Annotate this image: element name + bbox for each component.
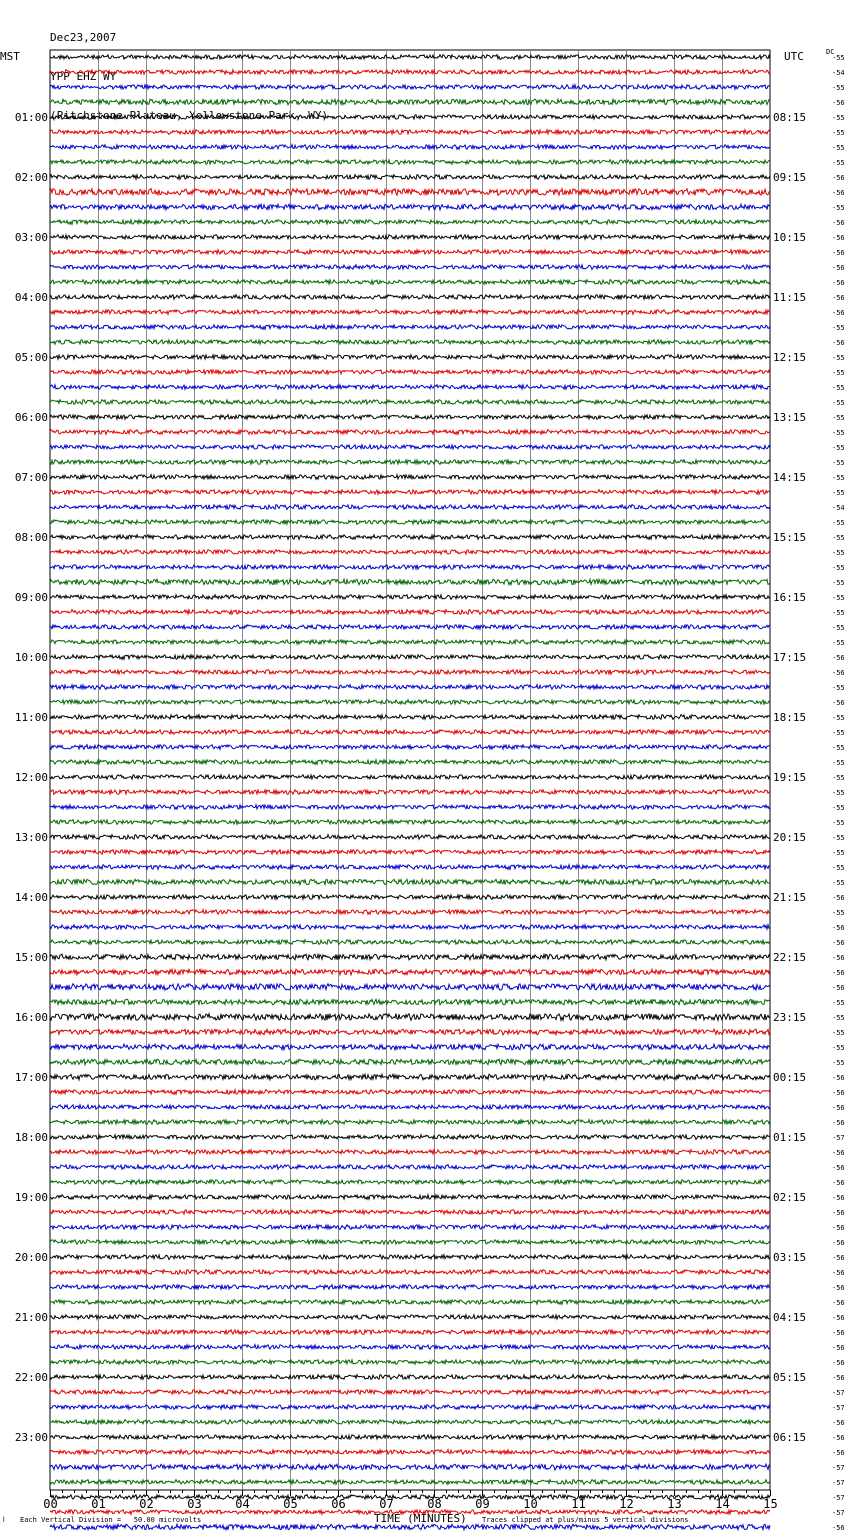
utc-hour-label: 14:15: [773, 471, 807, 484]
dc-offset-label: -57: [832, 1509, 845, 1517]
dc-offset-label: -56: [832, 1269, 845, 1277]
dc-offset-label: -55: [832, 999, 845, 1007]
mst-hour-label: 09:00: [14, 591, 48, 604]
mst-hour-label: 19:00: [14, 1191, 48, 1204]
location-label: (Pitchstone Plateau, Yellowstone Park, WY): [50, 109, 329, 122]
dc-offset-label: -55: [832, 489, 845, 497]
seismic-trace: [50, 280, 770, 285]
dc-offset-label: -56: [832, 1449, 845, 1457]
dc-offset-label: -55: [832, 774, 845, 782]
seismic-trace: [50, 999, 770, 1005]
dc-offset-label: -55: [832, 384, 845, 392]
seismic-trace: [50, 670, 770, 675]
seismic-trace: [50, 1480, 770, 1485]
seismic-trace: [50, 1285, 770, 1290]
dc-offset-label: -56: [832, 1314, 845, 1322]
seismic-trace: [50, 879, 770, 884]
seismic-trace: [50, 820, 770, 825]
mst-hour-label: 01:00: [14, 111, 48, 124]
x-tick-label: 08: [427, 1497, 442, 1511]
dc-offset-label: -56: [832, 1359, 845, 1367]
dc-offset-label: -56: [832, 1344, 845, 1352]
utc-hour-label: 09:15: [773, 171, 807, 184]
seismic-trace: [50, 550, 770, 554]
dc-offset-label: -55: [832, 549, 845, 557]
dc-offset-label: -55: [832, 744, 845, 752]
seismic-trace: [50, 1105, 770, 1110]
utc-hour-label: 20:15: [773, 831, 807, 844]
dc-offset-label: -56: [832, 1419, 845, 1427]
seismic-trace: [50, 70, 770, 75]
seismic-trace: [50, 340, 770, 345]
dc-offset-label: -55: [832, 399, 845, 407]
seismic-trace: [50, 565, 770, 570]
mst-hour-label: 17:00: [14, 1071, 48, 1084]
seismic-trace: [50, 99, 770, 105]
mst-hour-label: 13:00: [14, 831, 48, 844]
seismic-traces: [50, 55, 770, 1534]
seismic-trace: [50, 1315, 770, 1320]
seismic-trace: [50, 1120, 770, 1125]
dc-offset-label: -56: [832, 924, 845, 932]
dc-offset-label: -56: [832, 1074, 845, 1082]
seismic-trace: [50, 1225, 770, 1230]
seismic-trace: [50, 745, 770, 750]
x-tick-label: 13: [667, 1497, 682, 1511]
seismic-trace: [50, 1375, 770, 1380]
dc-offset-label: -56: [832, 1284, 845, 1292]
clip-note: Traces clipped at plus/minus 5 vertical divisions: [482, 1516, 689, 1524]
dc-offset-label: -54: [832, 69, 845, 77]
seismic-trace: [50, 940, 770, 945]
x-tick-label: 00: [43, 1497, 58, 1511]
date-label: Dec23,2007: [50, 31, 117, 44]
seismic-trace: [50, 55, 770, 60]
seismic-trace: [50, 1345, 770, 1350]
dc-offset-label: -57: [832, 1464, 845, 1472]
utc-hour-label: 13:15: [773, 411, 807, 424]
x-tick-label: 14: [715, 1497, 730, 1511]
seismic-trace: [50, 685, 770, 690]
dc-offset-label: -55: [832, 1029, 845, 1037]
right-timezone-label: UTC: [784, 50, 804, 63]
mst-hour-label: 20:00: [14, 1251, 48, 1264]
seismic-trace: [50, 730, 770, 735]
seismic-trace: [50, 445, 770, 450]
left-timezone-label: MST: [0, 50, 20, 63]
seismic-trace: [50, 910, 770, 915]
seismic-trace: [50, 400, 770, 405]
utc-hour-label: 03:15: [773, 1251, 807, 1264]
mst-hour-label: 21:00: [14, 1311, 48, 1324]
dc-offset-label: -56: [832, 1194, 845, 1202]
seismic-trace: [50, 355, 770, 360]
dc-offset-label: -55: [832, 609, 845, 617]
seismic-trace: [50, 1435, 770, 1440]
dc-offset-label: -56: [832, 219, 845, 227]
utc-hour-label: 10:15: [773, 231, 807, 244]
x-tick-label: 02: [139, 1497, 154, 1511]
seismic-trace: [50, 1210, 770, 1215]
scale-note: Each Vertical Division = 50.00 microvolts: [20, 1516, 202, 1524]
utc-hour-label: 08:15: [773, 111, 807, 124]
utc-hour-label: 06:15: [773, 1431, 807, 1444]
dc-offset-labels: [832, 54, 845, 1534]
seismic-trace: [50, 115, 770, 120]
dc-offset-label: -55: [832, 519, 845, 527]
dc-offset-label: -56: [832, 249, 845, 257]
seismic-trace: [50, 715, 770, 720]
seismic-trace: [50, 850, 770, 855]
dc-offset-label: -56: [832, 309, 845, 317]
dc-offset-label: -55: [832, 879, 845, 887]
dc-offset-label: -56: [832, 1224, 845, 1232]
dc-offset-label: -55: [832, 324, 845, 332]
mst-hour-label: 07:00: [14, 471, 48, 484]
x-tick-label: 12: [619, 1497, 634, 1511]
dc-offset-label: -56: [832, 189, 845, 197]
utc-hour-label: 11:15: [773, 291, 807, 304]
dc-offset-label: -56: [832, 99, 845, 107]
seismic-trace: [50, 640, 770, 645]
dc-offset-label: -56: [832, 1179, 845, 1187]
dc-offset-label: -55: [832, 459, 845, 467]
dc-offset-label: -57: [832, 1134, 845, 1142]
dc-offset-label: -56: [832, 174, 845, 182]
seismic-trace: [50, 969, 770, 975]
seismic-trace: [50, 235, 770, 240]
seismic-trace: [50, 760, 770, 765]
dc-offset-label: -55: [832, 474, 845, 482]
dc-offset-label: -55: [832, 684, 845, 692]
dc-offset-label: -55: [832, 624, 845, 632]
utc-hour-label: 22:15: [773, 951, 807, 964]
mst-hour-label: 18:00: [14, 1131, 48, 1144]
seismic-trace: [50, 1059, 770, 1065]
seismic-trace: [50, 490, 770, 495]
utc-hour-label: 18:15: [773, 711, 807, 724]
seismic-trace: [50, 835, 770, 840]
dc-offset-label: -55: [832, 354, 845, 362]
seismic-trace: [50, 1074, 770, 1080]
seismic-trace: [50, 925, 770, 930]
mst-hour-label: 02:00: [14, 171, 48, 184]
seismic-trace: [50, 775, 770, 780]
mst-hour-label: 08:00: [14, 531, 48, 544]
utc-hour-label: 01:15: [773, 1131, 807, 1144]
mst-hour-label: 23:00: [14, 1431, 48, 1444]
seismic-trace: [50, 130, 770, 135]
seismic-trace: [50, 415, 770, 420]
seismic-trace: [50, 370, 770, 375]
x-tick-label: 09: [475, 1497, 490, 1511]
dc-offset-label: -56: [832, 1524, 845, 1532]
seismic-trace: [50, 1255, 770, 1260]
dc-offset-label: -55: [832, 129, 845, 137]
dc-offset-label: -55: [832, 909, 845, 917]
utc-hour-label: 23:15: [773, 1011, 807, 1024]
seismic-trace: [50, 1090, 770, 1095]
dc-offset-label: -56: [832, 1299, 845, 1307]
x-tick-label: 01: [91, 1497, 106, 1511]
dc-offset-label: -57: [832, 1494, 845, 1502]
seismic-trace: [50, 595, 770, 600]
seismic-trace: [50, 1464, 770, 1470]
seismic-trace: [50, 1044, 770, 1050]
seismic-trace: [50, 325, 770, 330]
mst-hour-label: 06:00: [14, 411, 48, 424]
seismic-trace: [50, 189, 770, 196]
utc-hour-label: 21:15: [773, 891, 807, 904]
seismic-trace: [50, 310, 770, 315]
dc-offset-label: -55: [832, 849, 845, 857]
dc-offset-label: -56: [832, 294, 845, 302]
seismic-trace: [50, 610, 770, 615]
seismic-trace: [50, 1270, 770, 1275]
dc-offset-label: -55: [832, 819, 845, 827]
x-tick-label: 11: [571, 1497, 586, 1511]
dc-offset-label: -55: [832, 369, 845, 377]
seismic-trace: [50, 1405, 770, 1410]
seismic-trace: [50, 1524, 770, 1530]
utc-hour-label: 17:15: [773, 651, 807, 664]
dc-offset-label: -55: [832, 159, 845, 167]
seismic-trace: [50, 1165, 770, 1170]
dc-offset-label: -55: [832, 414, 845, 422]
footer-mark: ⌇: [2, 1516, 6, 1524]
utc-hour-label: 00:15: [773, 1071, 807, 1084]
x-axis: [43, 1490, 777, 1511]
station-label: YPP EHZ WY: [50, 70, 117, 83]
dc-offset-label: -55: [832, 204, 845, 212]
dc-offset-label: -56: [832, 894, 845, 902]
mst-hour-label: 15:00: [14, 951, 48, 964]
seismic-trace: [50, 1135, 770, 1140]
x-tick-label: 05: [283, 1497, 298, 1511]
seismic-trace: [50, 954, 770, 960]
x-tick-label: 04: [235, 1497, 250, 1511]
dc-offset-label: -55: [832, 564, 845, 572]
seismic-trace: [50, 475, 770, 480]
seismic-trace: [50, 535, 770, 540]
seismic-trace: [50, 1390, 770, 1395]
seismic-trace: [50, 505, 770, 510]
dc-offset-label: -55: [832, 84, 845, 92]
dc-offset-label: -55: [832, 1014, 845, 1022]
dc-offset-label: -55: [832, 789, 845, 797]
x-axis-title: TIME (MINUTES): [374, 1512, 467, 1525]
dc-offset-label: -55: [832, 1059, 845, 1067]
dc-offset-label: -56: [832, 1164, 845, 1172]
dc-offset-label: -56: [832, 939, 845, 947]
dc-offset-label: -56: [832, 1329, 845, 1337]
seismic-trace: [50, 655, 770, 660]
mst-hour-label: 03:00: [14, 231, 48, 244]
utc-hour-label: 12:15: [773, 351, 807, 364]
seismic-trace: [50, 160, 770, 165]
dc-offset-label: -55: [832, 1044, 845, 1052]
seismic-trace: [50, 204, 770, 210]
dc-offset-label: -56: [832, 984, 845, 992]
dc-offset-label: -55: [832, 144, 845, 152]
dc-offset-label: -55: [832, 864, 845, 872]
dc-offset-label: -56: [832, 1374, 845, 1382]
mst-hour-label: 14:00: [14, 891, 48, 904]
seismic-trace: [50, 1150, 770, 1155]
utc-hour-label: 02:15: [773, 1191, 807, 1204]
mst-hour-label: 22:00: [14, 1371, 48, 1384]
dc-offset-label: -56: [832, 1434, 845, 1442]
seismic-trace: [50, 579, 770, 585]
seismic-trace: [50, 250, 770, 255]
seismic-trace: [50, 1300, 770, 1305]
seismic-trace: [50, 805, 770, 810]
seismic-trace: [50, 460, 770, 465]
dc-offset-label: -56: [832, 1149, 845, 1157]
seismic-trace: [50, 520, 770, 525]
dc-offset-label: -55: [832, 804, 845, 812]
dc-offset-label: -55: [832, 834, 845, 842]
seismic-trace: [50, 1450, 770, 1455]
utc-hour-label: 19:15: [773, 771, 807, 784]
dc-offset-label: -57: [832, 1389, 845, 1397]
seismic-trace: [50, 700, 770, 705]
dc-offset-label: -55: [832, 114, 845, 122]
dc-offset-label: -56: [832, 669, 845, 677]
dc-offset-label: -55: [832, 714, 845, 722]
dc-offset-label: -56: [832, 279, 845, 287]
mst-hour-labels: [15, 111, 48, 1444]
seismic-trace: [50, 1195, 770, 1200]
dc-offset-label: -56: [832, 1119, 845, 1127]
dc-offset-label: -56: [832, 654, 845, 662]
dc-offset-label: -54: [832, 504, 845, 512]
seismic-trace: [50, 175, 770, 180]
seismic-trace: [50, 1495, 770, 1500]
dc-label: DC: [826, 48, 835, 56]
dc-offset-label: -56: [832, 1209, 845, 1217]
seismic-trace: [50, 1180, 770, 1185]
seismic-trace: [50, 895, 770, 900]
dc-offset-label: -56: [832, 699, 845, 707]
dc-offset-label: -56: [832, 969, 845, 977]
x-tick-label: 03: [187, 1497, 202, 1511]
seismic-trace: [50, 1029, 770, 1035]
seismic-trace: [50, 145, 770, 150]
seismic-trace: [50, 1014, 770, 1021]
seismic-trace: [50, 984, 770, 990]
seismic-trace: [50, 1330, 770, 1335]
dc-offset-label: -57: [832, 1404, 845, 1412]
seismic-trace: [50, 790, 770, 795]
dc-offset-label: -55: [832, 729, 845, 737]
seismic-trace: [50, 430, 770, 435]
dc-offset-label: -55: [832, 444, 845, 452]
mst-hour-label: 10:00: [14, 651, 48, 664]
dc-offset-label: -55: [832, 639, 845, 647]
x-tick-label: 15: [763, 1497, 778, 1511]
dc-offset-label: -56: [832, 1254, 845, 1262]
dc-offset-label: -55: [832, 759, 845, 767]
x-tick-label: 10: [523, 1497, 538, 1511]
dc-offset-label: -56: [832, 1089, 845, 1097]
dc-offset-label: -56: [832, 1104, 845, 1112]
x-tick-label: 07: [379, 1497, 394, 1511]
utc-hour-label: 16:15: [773, 591, 807, 604]
seismic-trace: [50, 385, 770, 390]
utc-hour-label: 04:15: [773, 1311, 807, 1324]
seismic-trace: [50, 1420, 770, 1425]
dc-offset-label: -55: [832, 54, 845, 62]
mst-hour-label: 16:00: [14, 1011, 48, 1024]
utc-hour-labels: [773, 111, 806, 1444]
mst-hour-label: 05:00: [14, 351, 48, 364]
dc-offset-label: -56: [832, 954, 845, 962]
dc-offset-label: -56: [832, 339, 845, 347]
seismic-trace: [50, 220, 770, 225]
seismic-trace: [50, 1240, 770, 1245]
seismic-trace: [50, 1360, 770, 1365]
seismic-trace: [50, 625, 770, 630]
dc-offset-label: -56: [832, 1239, 845, 1247]
seismic-trace: [50, 295, 770, 300]
x-tick-label: 06: [331, 1497, 346, 1511]
dc-offset-label: -55: [832, 534, 845, 542]
dc-offset-label: -56: [832, 234, 845, 242]
utc-hour-label: 15:15: [773, 531, 807, 544]
dc-offset-label: -55: [832, 594, 845, 602]
dc-offset-label: -55: [832, 429, 845, 437]
mst-hour-label: 04:00: [14, 291, 48, 304]
seismic-trace: [50, 265, 770, 270]
dc-offset-label: -55: [832, 579, 845, 587]
dc-offset-label: -57: [832, 1479, 845, 1487]
dc-offset-label: -56: [832, 264, 845, 272]
seismic-trace: [50, 85, 770, 90]
mst-hour-label: 11:00: [14, 711, 48, 724]
utc-hour-label: 05:15: [773, 1371, 807, 1384]
mst-hour-label: 12:00: [14, 771, 48, 784]
seismic-trace: [50, 865, 770, 870]
